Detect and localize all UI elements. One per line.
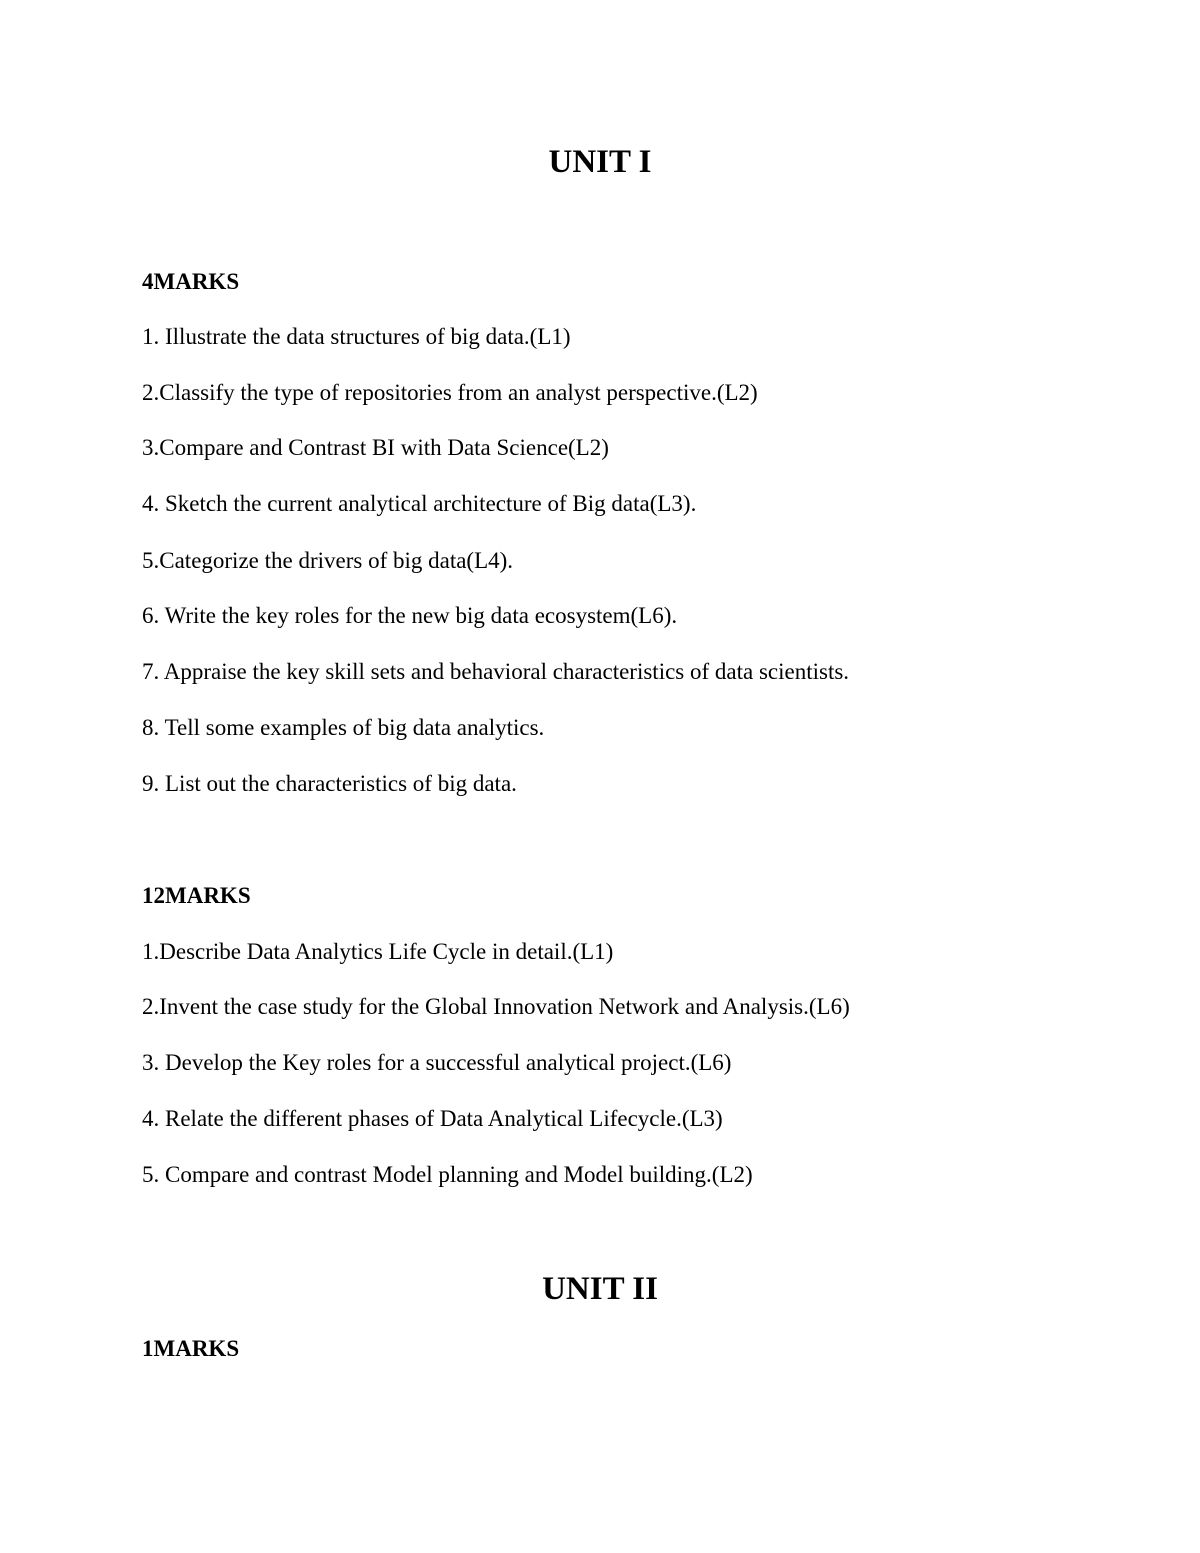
unit-1-4marks-question-3: 3.Compare and Contrast BI with Data Science(L2) [142, 435, 609, 460]
unit-1-4marks-question-6: 6. Write the key roles for the new big data ecosystem(L6). [142, 603, 678, 628]
unit-1-4marks-question-7: 7. Appraise the key skill sets and behavioral characteristics of data scientists. [142, 659, 850, 684]
unit-1-12marks-question-2: 2.Invent the case study for the Global Innovation Network and Analysis.(L6) [142, 994, 850, 1019]
unit-2-1marks-heading: 1MARKS [142, 1336, 240, 1361]
unit-1-title: UNIT I [548, 144, 652, 180]
unit-1-4marks-heading: 4MARKS [142, 269, 240, 294]
unit-1-12marks-question-4: 4. Relate the different phases of Data Analytical Lifecycle.(L3) [142, 1106, 723, 1131]
unit-1-12marks-question-5: 5. Compare and contrast Model planning and Model building.(L2) [142, 1162, 753, 1187]
unit-1-12marks-question-3: 3. Develop the Key roles for a successful analytical project.(L6) [142, 1050, 732, 1075]
unit-1-4marks-question-5: 5.Categorize the drivers of big data(L4). [142, 548, 514, 573]
unit-1-4marks-question-2: 2.Classify the type of repositories from an analyst perspective.(L2) [142, 380, 758, 405]
unit-1-12marks-question-1: 1.Describe Data Analytics Life Cycle in detail.(L1) [142, 939, 614, 964]
unit-1-4marks-question-1: 1. Illustrate the data structures of big data.(L1) [142, 324, 571, 349]
unit-1-4marks-question-8: 8. Tell some examples of big data analytics. [142, 715, 545, 740]
unit-1-12marks-heading: 12MARKS [142, 883, 251, 908]
unit-2-title: UNIT II [542, 1271, 658, 1307]
unit-1-4marks-question-9: 9. List out the characteristics of big data. [142, 771, 517, 796]
unit-1-4marks-question-4: 4. Sketch the current analytical architecture of Big data(L3). [142, 491, 697, 516]
